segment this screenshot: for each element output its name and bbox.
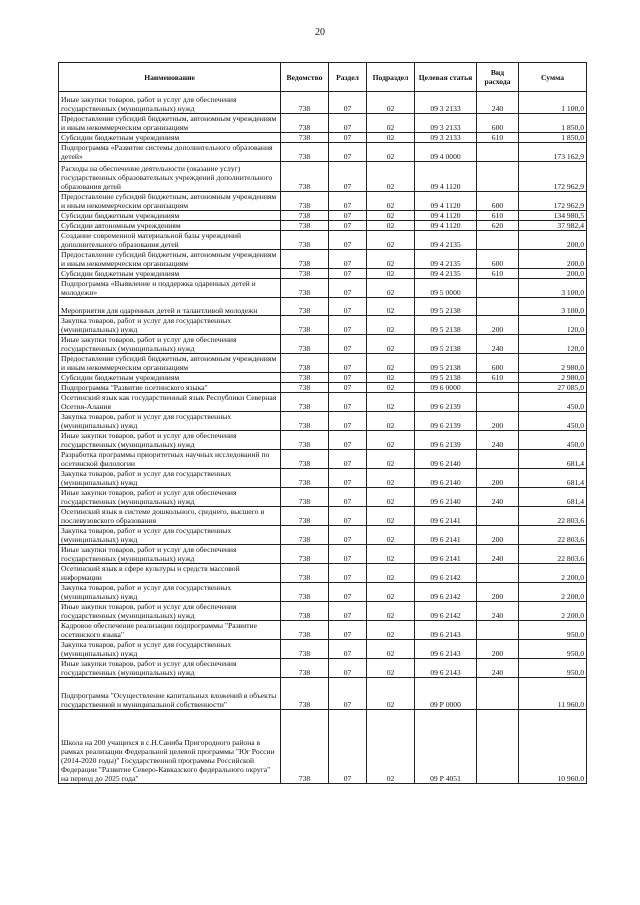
- row-name: Осетинский язык в системе дошкольного, среднего, высшего и послевузовского образования: [59, 507, 281, 526]
- row-vedomstvo: 738: [281, 469, 329, 488]
- row-vedomstvo: 738: [281, 354, 329, 373]
- row-name: Предоставление субсидий бюджетным, автономным учреждениям и иным некоммерческим организациям: [59, 114, 281, 133]
- row-summa: 200,0: [519, 231, 587, 250]
- row-tselevaya-statya: 09 3 2133: [415, 92, 477, 114]
- row-razdel: 07: [329, 710, 367, 784]
- row-razdel: 07: [329, 383, 367, 393]
- row-tselevaya-statya: 09 6 2139: [415, 412, 477, 431]
- row-summa: 2 200,0: [519, 602, 587, 621]
- row-vedomstvo: 738: [281, 602, 329, 621]
- header-name: Наименование: [59, 63, 281, 92]
- row-name: Предоставление субсидий бюджетным, автономным учреждениям и иным некоммерческим организациям: [59, 250, 281, 269]
- row-summa: 2 200,0: [519, 564, 587, 583]
- row-summa: 450,0: [519, 412, 587, 431]
- row-podrazdel: 02: [367, 316, 415, 335]
- row-summa: 3 100,0: [519, 298, 587, 316]
- row-vid-raskhoda: [477, 507, 519, 526]
- row-vedomstvo: 738: [281, 507, 329, 526]
- row-podrazdel: 02: [367, 211, 415, 221]
- row-name: Иные закупки товаров, работ и услуг для обеспечения государственных (муниципальных) нужд: [59, 659, 281, 678]
- row-tselevaya-statya: 09 4 1120: [415, 211, 477, 221]
- row-tselevaya-statya: 09 3 2133: [415, 133, 477, 143]
- row-tselevaya-statya: 09 6 2143: [415, 621, 477, 640]
- row-vid-raskhoda: [477, 678, 519, 710]
- row-vid-raskhoda: 240: [477, 488, 519, 507]
- row-vid-raskhoda: [477, 710, 519, 784]
- header-podrazdel: Подраздел: [367, 63, 415, 92]
- table-row: [59, 507, 587, 526]
- row-tselevaya-statya: 09 Р 4051: [415, 710, 477, 784]
- row-vedomstvo: 738: [281, 316, 329, 335]
- row-podrazdel: 02: [367, 412, 415, 431]
- row-tselevaya-statya: 09 Р 0000: [415, 678, 477, 710]
- table-row: [59, 279, 587, 298]
- row-vedomstvo: 738: [281, 162, 329, 192]
- row-razdel: 07: [329, 133, 367, 143]
- row-razdel: 07: [329, 316, 367, 335]
- row-razdel: 07: [329, 279, 367, 298]
- row-summa: 2 980,0: [519, 373, 587, 383]
- row-vedomstvo: 738: [281, 231, 329, 250]
- row-tselevaya-statya: 09 6 2143: [415, 659, 477, 678]
- row-tselevaya-statya: 09 4 2135: [415, 231, 477, 250]
- row-vedomstvo: 738: [281, 488, 329, 507]
- row-tselevaya-statya: 09 6 2141: [415, 545, 477, 564]
- row-name: Иные закупки товаров, работ и услуг для обеспечения государственных (муниципальных) нужд: [59, 92, 281, 114]
- row-vedomstvo: 738: [281, 450, 329, 469]
- row-vedomstvo: 738: [281, 143, 329, 162]
- row-razdel: 07: [329, 298, 367, 316]
- row-podrazdel: 02: [367, 250, 415, 269]
- row-razdel: 07: [329, 354, 367, 373]
- row-tselevaya-statya: 09 6 2142: [415, 602, 477, 621]
- row-summa: 172 962,9: [519, 162, 587, 192]
- row-razdel: 07: [329, 507, 367, 526]
- row-tselevaya-statya: 09 5 2138: [415, 298, 477, 316]
- row-podrazdel: 02: [367, 373, 415, 383]
- row-name: Подпрограмма «Развитие системы дополнительного образования детей»: [59, 143, 281, 162]
- row-summa: 3 100,0: [519, 279, 587, 298]
- table-row: [59, 162, 587, 192]
- row-vid-raskhoda: 240: [477, 92, 519, 114]
- row-vid-raskhoda: [477, 450, 519, 469]
- row-summa: 950,0: [519, 659, 587, 678]
- row-razdel: 07: [329, 211, 367, 221]
- row-vid-raskhoda: 600: [477, 114, 519, 133]
- row-podrazdel: 02: [367, 335, 415, 354]
- table-row: [59, 621, 587, 640]
- table-row: [59, 564, 587, 583]
- row-summa: 11 960,0: [519, 678, 587, 710]
- row-razdel: 07: [329, 659, 367, 678]
- row-tselevaya-statya: 09 6 2142: [415, 564, 477, 583]
- row-podrazdel: 02: [367, 133, 415, 143]
- row-tselevaya-statya: 09 4 2135: [415, 250, 477, 269]
- row-tselevaya-statya: 09 3 2133: [415, 114, 477, 133]
- row-vedomstvo: 738: [281, 221, 329, 231]
- row-name: Субсидии бюджетным учреждениям: [59, 373, 281, 383]
- table-row: [59, 316, 587, 335]
- row-podrazdel: 02: [367, 92, 415, 114]
- row-vedomstvo: 738: [281, 373, 329, 383]
- row-vid-raskhoda: [477, 143, 519, 162]
- row-vedomstvo: 738: [281, 211, 329, 221]
- table-row: [59, 269, 587, 279]
- row-vid-raskhoda: 240: [477, 602, 519, 621]
- row-razdel: 07: [329, 450, 367, 469]
- row-razdel: 07: [329, 545, 367, 564]
- row-razdel: 07: [329, 488, 367, 507]
- table-row: [59, 92, 587, 114]
- row-summa: 2 200,0: [519, 583, 587, 602]
- row-summa: 173 162,9: [519, 143, 587, 162]
- row-tselevaya-statya: 09 6 2141: [415, 526, 477, 545]
- header-vedomstvo: Ведомство: [281, 63, 329, 92]
- row-name: Субсидии бюджетным учреждениям: [59, 269, 281, 279]
- table-row: [59, 469, 587, 488]
- row-vid-raskhoda: 200: [477, 469, 519, 488]
- row-summa: 37 982,4: [519, 221, 587, 231]
- row-vid-raskhoda: [477, 162, 519, 192]
- header-vid-raskhoda: Вид расхода: [477, 63, 519, 92]
- row-podrazdel: 02: [367, 162, 415, 192]
- table-row: [59, 114, 587, 133]
- row-name: Закупка товаров, работ и услуг для государственных (муниципальных) нужд: [59, 469, 281, 488]
- row-name: Осетинский язык как государственный язык Республики Северная Осетия-Алания: [59, 393, 281, 412]
- row-summa: 200,0: [519, 250, 587, 269]
- row-vid-raskhoda: 200: [477, 583, 519, 602]
- row-vedomstvo: 738: [281, 431, 329, 450]
- header-tselevaya-statya: Целевая статья: [415, 63, 477, 92]
- row-razdel: 07: [329, 192, 367, 211]
- header-summa: Сумма: [519, 63, 587, 92]
- row-vid-raskhoda: [477, 393, 519, 412]
- row-vid-raskhoda: [477, 279, 519, 298]
- row-vedomstvo: 738: [281, 678, 329, 710]
- row-vedomstvo: 738: [281, 383, 329, 393]
- row-razdel: 07: [329, 221, 367, 231]
- header-razdel: Раздел: [329, 63, 367, 92]
- row-vid-raskhoda: 240: [477, 659, 519, 678]
- row-tselevaya-statya: 09 4 2135: [415, 269, 477, 279]
- row-vedomstvo: 738: [281, 269, 329, 279]
- row-name: Субсидии бюджетным учреждениям: [59, 133, 281, 143]
- row-vid-raskhoda: 240: [477, 545, 519, 564]
- row-vedomstvo: 738: [281, 412, 329, 431]
- row-summa: 950,0: [519, 621, 587, 640]
- row-tselevaya-statya: 09 5 2138: [415, 316, 477, 335]
- table-row: [59, 393, 587, 412]
- budget-table: [58, 62, 587, 784]
- table-row: [59, 602, 587, 621]
- row-vedomstvo: 738: [281, 659, 329, 678]
- row-vedomstvo: 738: [281, 564, 329, 583]
- table-row: [59, 526, 587, 545]
- row-summa: 450,0: [519, 431, 587, 450]
- row-vid-raskhoda: 240: [477, 431, 519, 450]
- row-podrazdel: 02: [367, 298, 415, 316]
- row-vedomstvo: 738: [281, 114, 329, 133]
- row-podrazdel: 02: [367, 678, 415, 710]
- row-razdel: 07: [329, 469, 367, 488]
- row-razdel: 07: [329, 621, 367, 640]
- row-vedomstvo: 738: [281, 526, 329, 545]
- row-name: Закупка товаров, работ и услуг для государственных (муниципальных) нужд: [59, 412, 281, 431]
- row-vid-raskhoda: [477, 231, 519, 250]
- row-podrazdel: 02: [367, 221, 415, 231]
- row-summa: 120,0: [519, 316, 587, 335]
- row-vid-raskhoda: 600: [477, 250, 519, 269]
- row-podrazdel: 02: [367, 602, 415, 621]
- row-podrazdel: 02: [367, 640, 415, 659]
- row-podrazdel: 02: [367, 659, 415, 678]
- row-vedomstvo: 738: [281, 335, 329, 354]
- row-summa: 134 980,5: [519, 211, 587, 221]
- row-podrazdel: 02: [367, 354, 415, 373]
- row-podrazdel: 02: [367, 583, 415, 602]
- row-tselevaya-statya: 09 6 2141: [415, 507, 477, 526]
- table-row: [59, 373, 587, 383]
- row-summa: 1 850,0: [519, 133, 587, 143]
- row-vedomstvo: 738: [281, 92, 329, 114]
- row-summa: 950,0: [519, 640, 587, 659]
- row-vid-raskhoda: 620: [477, 221, 519, 231]
- table-row: [59, 335, 587, 354]
- table-row: [59, 231, 587, 250]
- table-row: [59, 250, 587, 269]
- table-row: [59, 450, 587, 469]
- row-name: Кадровое обеспечение реализации подпрограммы "Развитие осетинского языка": [59, 621, 281, 640]
- row-name: Подпрограмма "Развитие осетинского языка": [59, 383, 281, 393]
- row-razdel: 07: [329, 114, 367, 133]
- table-row: [59, 221, 587, 231]
- row-tselevaya-statya: 09 6 2140: [415, 450, 477, 469]
- row-vid-raskhoda: [477, 564, 519, 583]
- table-row: [59, 431, 587, 450]
- table-body: [59, 92, 587, 784]
- row-razdel: 07: [329, 678, 367, 710]
- row-razdel: 07: [329, 640, 367, 659]
- row-vid-raskhoda: 200: [477, 526, 519, 545]
- row-razdel: 07: [329, 92, 367, 114]
- row-podrazdel: 02: [367, 621, 415, 640]
- row-tselevaya-statya: 09 4 1120: [415, 221, 477, 231]
- row-summa: 22 803,6: [519, 507, 587, 526]
- row-name: Разработка программы приоритетных научных исследований по осетинской филологии: [59, 450, 281, 469]
- page-number: 20: [315, 27, 325, 38]
- table-row: [59, 583, 587, 602]
- row-tselevaya-statya: 09 4 1120: [415, 192, 477, 211]
- row-razdel: 07: [329, 231, 367, 250]
- table-row: [59, 659, 587, 678]
- row-vid-raskhoda: 610: [477, 373, 519, 383]
- row-vid-raskhoda: 610: [477, 133, 519, 143]
- row-summa: 681,4: [519, 450, 587, 469]
- row-vedomstvo: 738: [281, 393, 329, 412]
- table-row: [59, 211, 587, 221]
- row-razdel: 07: [329, 250, 367, 269]
- table-row: [59, 640, 587, 659]
- row-podrazdel: 02: [367, 192, 415, 211]
- row-tselevaya-statya: 09 5 2138: [415, 335, 477, 354]
- row-vedomstvo: 738: [281, 621, 329, 640]
- row-summa: 120,0: [519, 335, 587, 354]
- row-vedomstvo: 738: [281, 250, 329, 269]
- row-vedomstvo: 738: [281, 192, 329, 211]
- table-row: [59, 545, 587, 564]
- row-podrazdel: 02: [367, 383, 415, 393]
- row-tselevaya-statya: 09 5 2138: [415, 373, 477, 383]
- table-row: [59, 133, 587, 143]
- row-name: Расходы на обеспечение деятельности (оказание услуг) государственных образовательных учреждений дополнительного образования детей: [59, 162, 281, 192]
- row-vid-raskhoda: 600: [477, 354, 519, 373]
- row-vedomstvo: 738: [281, 133, 329, 143]
- row-summa: 200,0: [519, 269, 587, 279]
- row-vid-raskhoda: [477, 298, 519, 316]
- row-razdel: 07: [329, 143, 367, 162]
- row-name: Закупка товаров, работ и услуг для государственных (муниципальных) нужд: [59, 526, 281, 545]
- row-podrazdel: 02: [367, 488, 415, 507]
- row-name: Закупка товаров, работ и услуг для государственных (муниципальных) нужд: [59, 640, 281, 659]
- row-razdel: 07: [329, 412, 367, 431]
- row-summa: 172 962,9: [519, 192, 587, 211]
- table-row: [59, 192, 587, 211]
- row-vid-raskhoda: [477, 621, 519, 640]
- row-tselevaya-statya: 09 6 2140: [415, 488, 477, 507]
- row-name: Закупка товаров, работ и услуг для государственных (муниципальных) нужд: [59, 316, 281, 335]
- row-name: Предоставление субсидий бюджетным, автономным учреждениям и иным некоммерческим организациям: [59, 354, 281, 373]
- row-vedomstvo: 738: [281, 710, 329, 784]
- row-vid-raskhoda: [477, 383, 519, 393]
- row-name: Иные закупки товаров, работ и услуг для обеспечения государственных (муниципальных) нужд: [59, 335, 281, 354]
- row-podrazdel: 02: [367, 450, 415, 469]
- row-summa: 22 803,6: [519, 545, 587, 564]
- row-summa: 1 850,0: [519, 114, 587, 133]
- row-tselevaya-statya: 09 5 0000: [415, 279, 477, 298]
- row-razdel: 07: [329, 393, 367, 412]
- row-razdel: 07: [329, 526, 367, 545]
- row-podrazdel: 02: [367, 279, 415, 298]
- table-row: [59, 412, 587, 431]
- row-name: Субсидии бюджетным учреждениям: [59, 211, 281, 221]
- row-podrazdel: 02: [367, 114, 415, 133]
- row-name: Мероприятия для одаренных детей и талантливой молодежи: [59, 298, 281, 316]
- row-name: Иные закупки товаров, работ и услуг для обеспечения государственных (муниципальных) нужд: [59, 545, 281, 564]
- row-name: Осетинский язык в сфере культуры и средств массовой информации: [59, 564, 281, 583]
- row-razdel: 07: [329, 583, 367, 602]
- row-vid-raskhoda: 200: [477, 412, 519, 431]
- table-row: [59, 354, 587, 373]
- row-summa: 450,0: [519, 393, 587, 412]
- row-name: Предоставление субсидий бюджетным, автономным учреждениям и иным некоммерческим организациям: [59, 192, 281, 211]
- row-vedomstvo: 738: [281, 545, 329, 564]
- row-tselevaya-statya: 09 6 2143: [415, 640, 477, 659]
- row-podrazdel: 02: [367, 393, 415, 412]
- row-summa: 10 960,0: [519, 710, 587, 784]
- row-podrazdel: 02: [367, 469, 415, 488]
- row-razdel: 07: [329, 602, 367, 621]
- row-vid-raskhoda: 200: [477, 640, 519, 659]
- row-name: Закупка товаров, работ и услуг для государственных (муниципальных) нужд: [59, 583, 281, 602]
- table-row: [59, 143, 587, 162]
- row-name: Создание современной материальной базы учреждений дополнительного образования детей: [59, 231, 281, 250]
- row-vid-raskhoda: 600: [477, 192, 519, 211]
- row-tselevaya-statya: 09 4 0000: [415, 143, 477, 162]
- row-podrazdel: 02: [367, 710, 415, 784]
- row-vedomstvo: 738: [281, 279, 329, 298]
- row-vid-raskhoda: 200: [477, 316, 519, 335]
- row-podrazdel: 02: [367, 143, 415, 162]
- row-summa: 2 980,0: [519, 354, 587, 373]
- row-summa: 681,4: [519, 469, 587, 488]
- row-name: Подпрограмма «Выявление и поддержка одаренных детей и молодежи»: [59, 279, 281, 298]
- row-podrazdel: 02: [367, 526, 415, 545]
- row-razdel: 07: [329, 269, 367, 279]
- row-name: Иные закупки товаров, работ и услуг для обеспечения государственных (муниципальных) нужд: [59, 431, 281, 450]
- table-header-row: [59, 63, 587, 92]
- row-podrazdel: 02: [367, 507, 415, 526]
- table-row: [59, 488, 587, 507]
- row-name: Иные закупки товаров, работ и услуг для обеспечения государственных (муниципальных) нужд: [59, 602, 281, 621]
- row-vid-raskhoda: 610: [477, 269, 519, 279]
- row-name: Подпрограмма "Осуществление капитальных вложений в объекты государственной и муниципальной собственности": [59, 678, 281, 710]
- table-row: [59, 298, 587, 316]
- row-tselevaya-statya: 09 6 2140: [415, 469, 477, 488]
- table-row: [59, 383, 587, 393]
- row-vedomstvo: 738: [281, 640, 329, 659]
- row-podrazdel: 02: [367, 231, 415, 250]
- row-tselevaya-statya: 09 6 2139: [415, 431, 477, 450]
- row-podrazdel: 02: [367, 269, 415, 279]
- row-tselevaya-statya: 09 4 1120: [415, 162, 477, 192]
- row-vid-raskhoda: 610: [477, 211, 519, 221]
- row-razdel: 07: [329, 431, 367, 450]
- row-tselevaya-statya: 09 6 0000: [415, 383, 477, 393]
- row-summa: 681,4: [519, 488, 587, 507]
- row-podrazdel: 02: [367, 564, 415, 583]
- row-razdel: 07: [329, 373, 367, 383]
- row-razdel: 07: [329, 162, 367, 192]
- row-name: Иные закупки товаров, работ и услуг для обеспечения государственных (муниципальных) нужд: [59, 488, 281, 507]
- row-tselevaya-statya: 09 6 2142: [415, 583, 477, 602]
- row-summa: 1 100,0: [519, 92, 587, 114]
- row-vedomstvo: 738: [281, 298, 329, 316]
- row-vid-raskhoda: 240: [477, 335, 519, 354]
- row-tselevaya-statya: 09 5 2138: [415, 354, 477, 373]
- row-podrazdel: 02: [367, 431, 415, 450]
- row-podrazdel: 02: [367, 545, 415, 564]
- row-name: Школа на 200 учащихся в с.Н.Саниба Пригородного района в рамках реализации Федеральной целевой программы "Юг России (2014-2020 годы)" Государственной программы Российской Федерации "Развитие Северо-Кавказского федерального округа" на период до 2025 года": [59, 710, 281, 784]
- row-tselevaya-statya: 09 6 2139: [415, 393, 477, 412]
- table-row: [59, 710, 587, 784]
- row-summa: 22 803,6: [519, 526, 587, 545]
- row-name: Субсидии автономным учреждениям: [59, 221, 281, 231]
- table-row: [59, 678, 587, 710]
- row-razdel: 07: [329, 335, 367, 354]
- row-razdel: 07: [329, 564, 367, 583]
- row-summa: 27 085,0: [519, 383, 587, 393]
- row-vedomstvo: 738: [281, 583, 329, 602]
